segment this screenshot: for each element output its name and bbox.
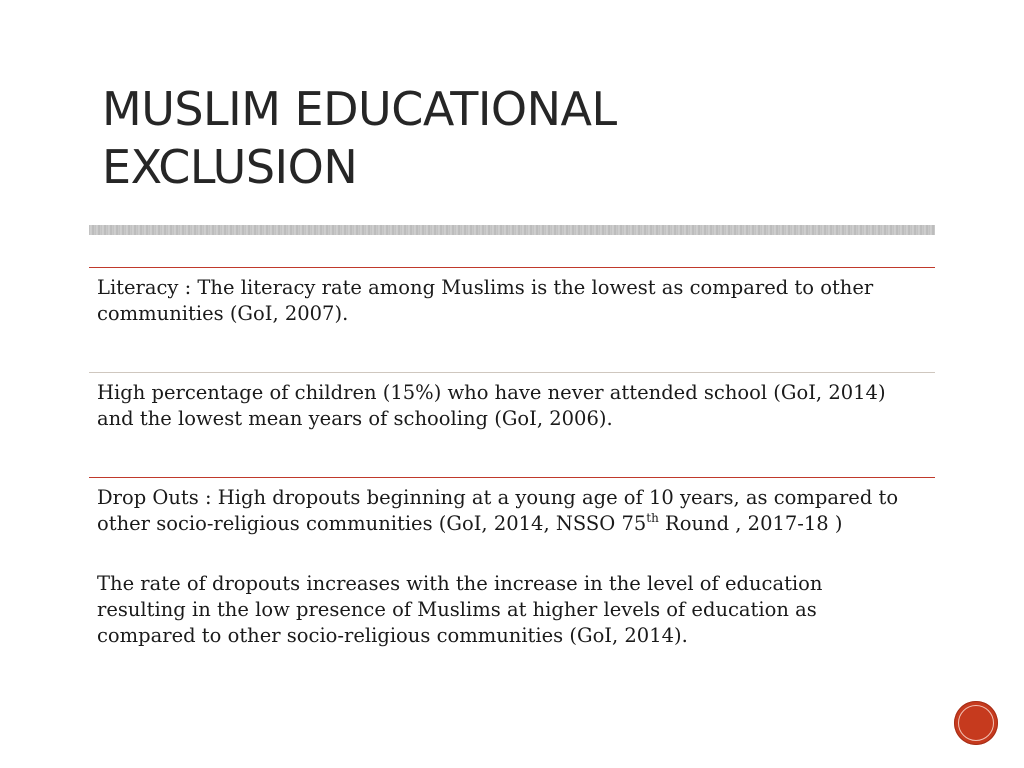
- dropouts-tail: Round , 2017-18 ): [658, 512, 843, 535]
- dropouts-superscript: th: [646, 511, 659, 525]
- slide-title: [102, 80, 922, 196]
- literacy-paragraph: Literacy : The literacy rate among Muslims is the lowest as compared to other communities (GoI, 2007).: [97, 276, 874, 325]
- title-divider-bar: [89, 225, 935, 235]
- dropouts-rate-paragraph: The rate of dropouts increases with the increase in the level of education resulting in the low presence of Muslims at higher levels of education as compared to other socio-religious communities (GoI, 2014).: [97, 572, 823, 647]
- separator-line: [89, 372, 935, 373]
- never-attended-paragraph: High percentage of children (15%) who have never attended school (GoI, 2014) and the lowest mean years of schooling (GoI, 2006).: [97, 381, 886, 430]
- dropouts-text: Drop Outs : High dropouts beginning at a young age of 10 years, as compared to other socio-religious communities (GoI, 2014, NSSO 75: [97, 486, 899, 535]
- circle-nav-icon[interactable]: [954, 701, 998, 745]
- slide-title-line-2: EXCLUSION: [102, 140, 358, 194]
- slide-title-line-1: MUSLIM EDUCATIONAL: [102, 82, 617, 136]
- circle-nav-ring: [958, 705, 994, 741]
- dropouts-paragraph: [97, 485, 917, 537]
- separator-line: [89, 477, 935, 478]
- separator-line: [89, 267, 935, 268]
